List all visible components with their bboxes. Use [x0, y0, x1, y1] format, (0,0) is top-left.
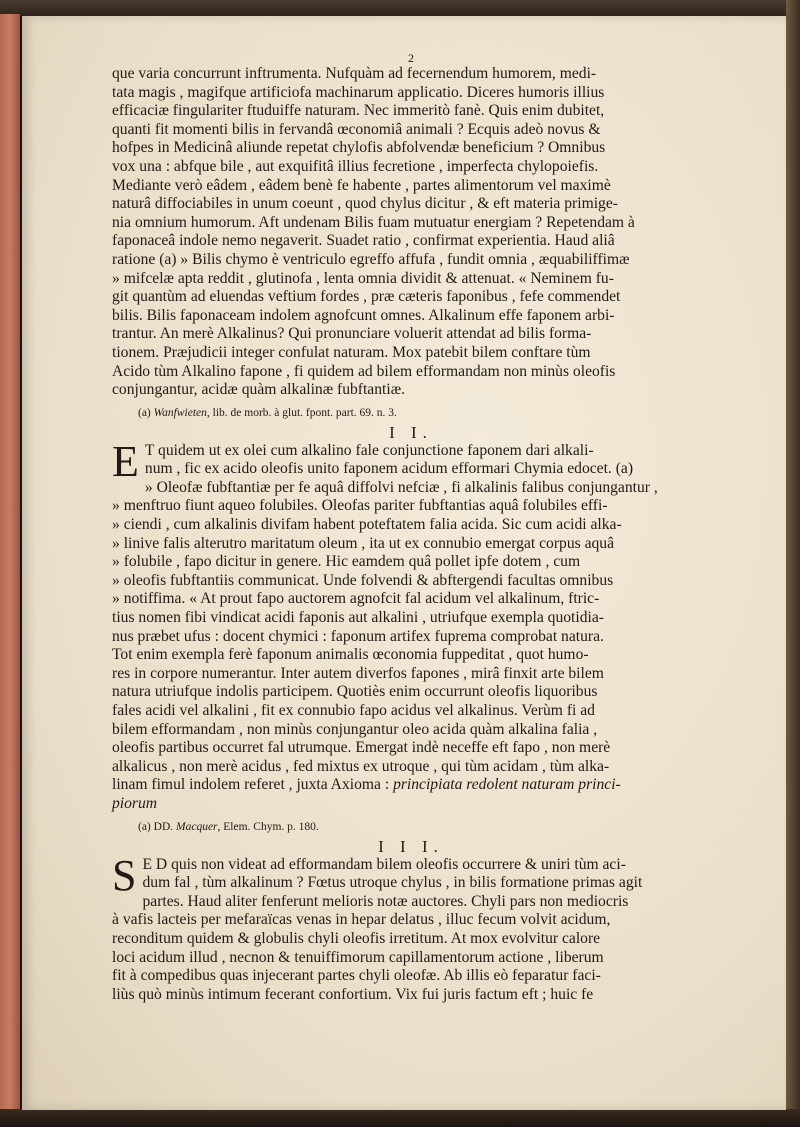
axiom-text-end: piorum — [112, 794, 158, 812]
text-line: naturâ diffociabiles in unum coeunt , quod chylus dicitur , & eft materia primige- — [112, 195, 618, 213]
footnote-2-text: , Elem. Chym. p. 180. — [217, 820, 319, 833]
text-line: hofpes in Medicinâ aliunde repetat chylofis abfolvendæ beneficium ? Omnibus — [112, 139, 606, 157]
paragraph-2-axiom-end — [112, 795, 710, 814]
text-line: » linive falis alterutro maritatum oleum , ita ut ex connubio emergat corpus aquâ — [112, 534, 615, 552]
text-line: » notiffima. « At prout fapo auctorem agnofcit fal acidum vel alkalinum, ftric- — [112, 590, 600, 608]
text-line: que varia concurrunt inftrumenta. Nufquàm ad fecernendum humorem, medi- — [112, 65, 597, 82]
paragraph-1 — [112, 65, 710, 400]
footnote-2-author: Macquer — [176, 820, 218, 833]
text-line: E D quis non videat ad efformandam bilem oleofis occurrere & uniri tùm aci- — [142, 855, 626, 873]
text-line: » oleofis fubftantiis communicat. Unde folvendi & abftergendi facultas omnibus — [112, 571, 614, 589]
text-line: conjungantur, acidæ quàm alkalinæ fubftantiæ. — [112, 381, 405, 399]
page-number: 2 — [408, 51, 414, 65]
section-3-heading: I I I. — [378, 836, 444, 856]
book-right-edge — [786, 0, 800, 1127]
section-3-opening — [112, 850, 710, 900]
text-line: tius nomen fibi vindicat acidi faponis aut alkalini , utriufque exempla quotidia- — [112, 609, 604, 627]
text-line: num , fic ex acido oleofis unito faponem acidum efformari Chymia edocet. (a) — [144, 460, 634, 478]
text-line: à vafis lacteis per mefaraïcas venas in hepar delatus , illuc fecum volvit acidum, — [112, 911, 611, 929]
text-line: oleofis partibus occurret fal utrumque. Emergat indè neceffe eft fapo , non merè — [112, 739, 611, 757]
section-3-dropcap: S — [112, 850, 137, 900]
book-bottom-edge — [0, 1109, 800, 1127]
footnote-2-ref: (a) — [138, 820, 151, 833]
text-line: reconditum quidem & globulis chyli oleofis irretitum. At mox evolvitur calore — [112, 929, 601, 947]
paragraph-3 — [112, 893, 710, 1005]
text-line: bilem efformandam , non minùs conjungantur oleo acida quàm alkalina falia , — [112, 720, 598, 738]
footnote-1-author: Wanfwieten, — [153, 406, 210, 419]
text-line: efficaciæ fingulariter ftuduiffe naturam. Nec immeritò fanè. Quis enim dubitet, — [112, 102, 605, 120]
text-line: dum fal , tùm alkalinum ? Fœtus utroque chylus , in bilis formatione primas agit — [142, 874, 643, 892]
text-line: alkalicus , non merè acidus , fed mixtus ex utroque , qui tùm acidam , tùm alka- — [112, 757, 610, 775]
text-line: » menftruo fiunt aqueo folubiles. Oleofas pariter fubftantias aquâ folubiles effi- — [112, 497, 608, 515]
text-line: quanti fit momenti bilis in fervandâ œconomiâ animali ? Ecquis adeò novus & — [112, 120, 601, 138]
text-line: » ciendi , cum alkalinis divifam habent poteftatem falia acida. Sic cum acidi alka- — [112, 516, 622, 534]
text-line: linam fimul indolem referet , juxta Axioma : principiata redolent naturam princi- — [112, 776, 621, 794]
text-line: ratione (a) » Bilis chymo è ventriculo egreffo affufa , fundit omnia , æquabiliffimæ — [112, 250, 630, 268]
text-line: liùs quò minùs intimum fecerant confortium. Vix fui juris factum eft ; huic fe — [112, 985, 594, 1003]
footnote-2 — [138, 820, 710, 834]
text-line: natura utriufque indolis participem. Quotiès enim occurrunt oleofis liquoribus — [112, 683, 598, 701]
text-line: nus præbet ufus : docent chymici : faponum artifex fuprema comprobat natura. — [112, 627, 604, 645]
section-2-dropcap: E — [112, 436, 139, 486]
book-cover-top — [0, 0, 800, 16]
paragraph-2 — [112, 479, 710, 795]
text-line: git quantùm ad eluendas veftium fordes , præ cæteris faponibus , fefe commendet — [112, 288, 621, 306]
footnote-1-text: lib. de morb. à glut. fpont. part. 69. n. 3. — [212, 406, 397, 419]
text-line: faponaceâ indole nemo negaverit. Suadet ratio , confirmat experientia. Haud aliâ — [112, 232, 615, 250]
text-line: loci acidum illud , necnon & tenuiffimorum capillamentorum actione , liberum — [112, 948, 604, 966]
text-line: fit à compedibus quas injecerant partes chyli oleofæ. Ab illis eò feparatur faci- — [112, 967, 601, 985]
text-line: » mifcelæ apta reddit , glutinofa , lenta omnia dividit & attenuat. « Neminem fu- — [112, 269, 614, 287]
paragraph-3-opening-lines — [112, 850, 710, 900]
text-line: partes. Haud aliter fenferunt melioris notæ auctores. Chyli pars non mediocris — [142, 892, 629, 910]
section-2-heading: I I. — [389, 422, 433, 442]
book-spine — [0, 14, 20, 1114]
text-line: res in corpore numerantur. Inter autem diverfos fapones , mirâ finxit arte bilem — [112, 664, 604, 682]
text-line: Mediante verò eâdem , eâdem benè fe habente , partes alimentorum vel maximè — [112, 176, 611, 194]
footnote-1 — [138, 406, 710, 420]
axiom-text: principiata redolent naturam princi- — [393, 776, 621, 794]
footnote-1-ref: (a) — [138, 406, 151, 419]
text-line: » Oleofæ fubftantiæ per fe aquâ diffolvi nefciæ , fi alkalinis falibus conjungantur , — [144, 478, 658, 496]
footnote-2-author-prefix: DD. — [153, 820, 174, 833]
page-text — [112, 51, 710, 1004]
text-line: tionem. Præjudicii integer confulat naturam. Mox patebit bilem conftare tùm — [112, 343, 591, 361]
text-line: T quidem ut ex olei cum alkalino fale conjunctione faponem dari alkali- — [144, 441, 594, 459]
text-line: vox una : abfque bile , aut exquifitâ illius fecretione , imperfecta chylopoiefis. — [112, 157, 599, 175]
section-2-opening — [112, 436, 710, 486]
text-line: tata magis , magifque artificiofa machinarum applicatio. Diceres humoris illius — [112, 83, 605, 101]
text-line: Acido tùm Alkalino fapone , fi quidem ad bilem efformandam non minùs oleofis — [112, 362, 616, 380]
text-line: bilis. Bilis faponaceam indolem agnofcunt omnes. Alkalinum effe faponem arbi- — [112, 306, 615, 324]
text-line: trantur. An merè Alkalinus? Qui pronunciare voluerit attendat ad bilis forma- — [112, 325, 592, 343]
text-line: nia omnium humorum. Aft undenam Bilis fuam mutuatur energiam ? Repetendam à — [112, 213, 635, 231]
text-line: » folubile , fapo dicitur in genere. Hic eamdem quâ pollet ipfe dotem , cum — [112, 553, 581, 571]
text-line: Tot enim exempla ferè faponum animalis œconomia fuppeditat , quot humo- — [112, 646, 589, 664]
text-line: fales acidi vel alkalini , fit ex connubio fapo acidus vel alkalinus. Verùm fi ad — [112, 702, 595, 719]
paragraph-2-opening-lines — [112, 436, 710, 486]
